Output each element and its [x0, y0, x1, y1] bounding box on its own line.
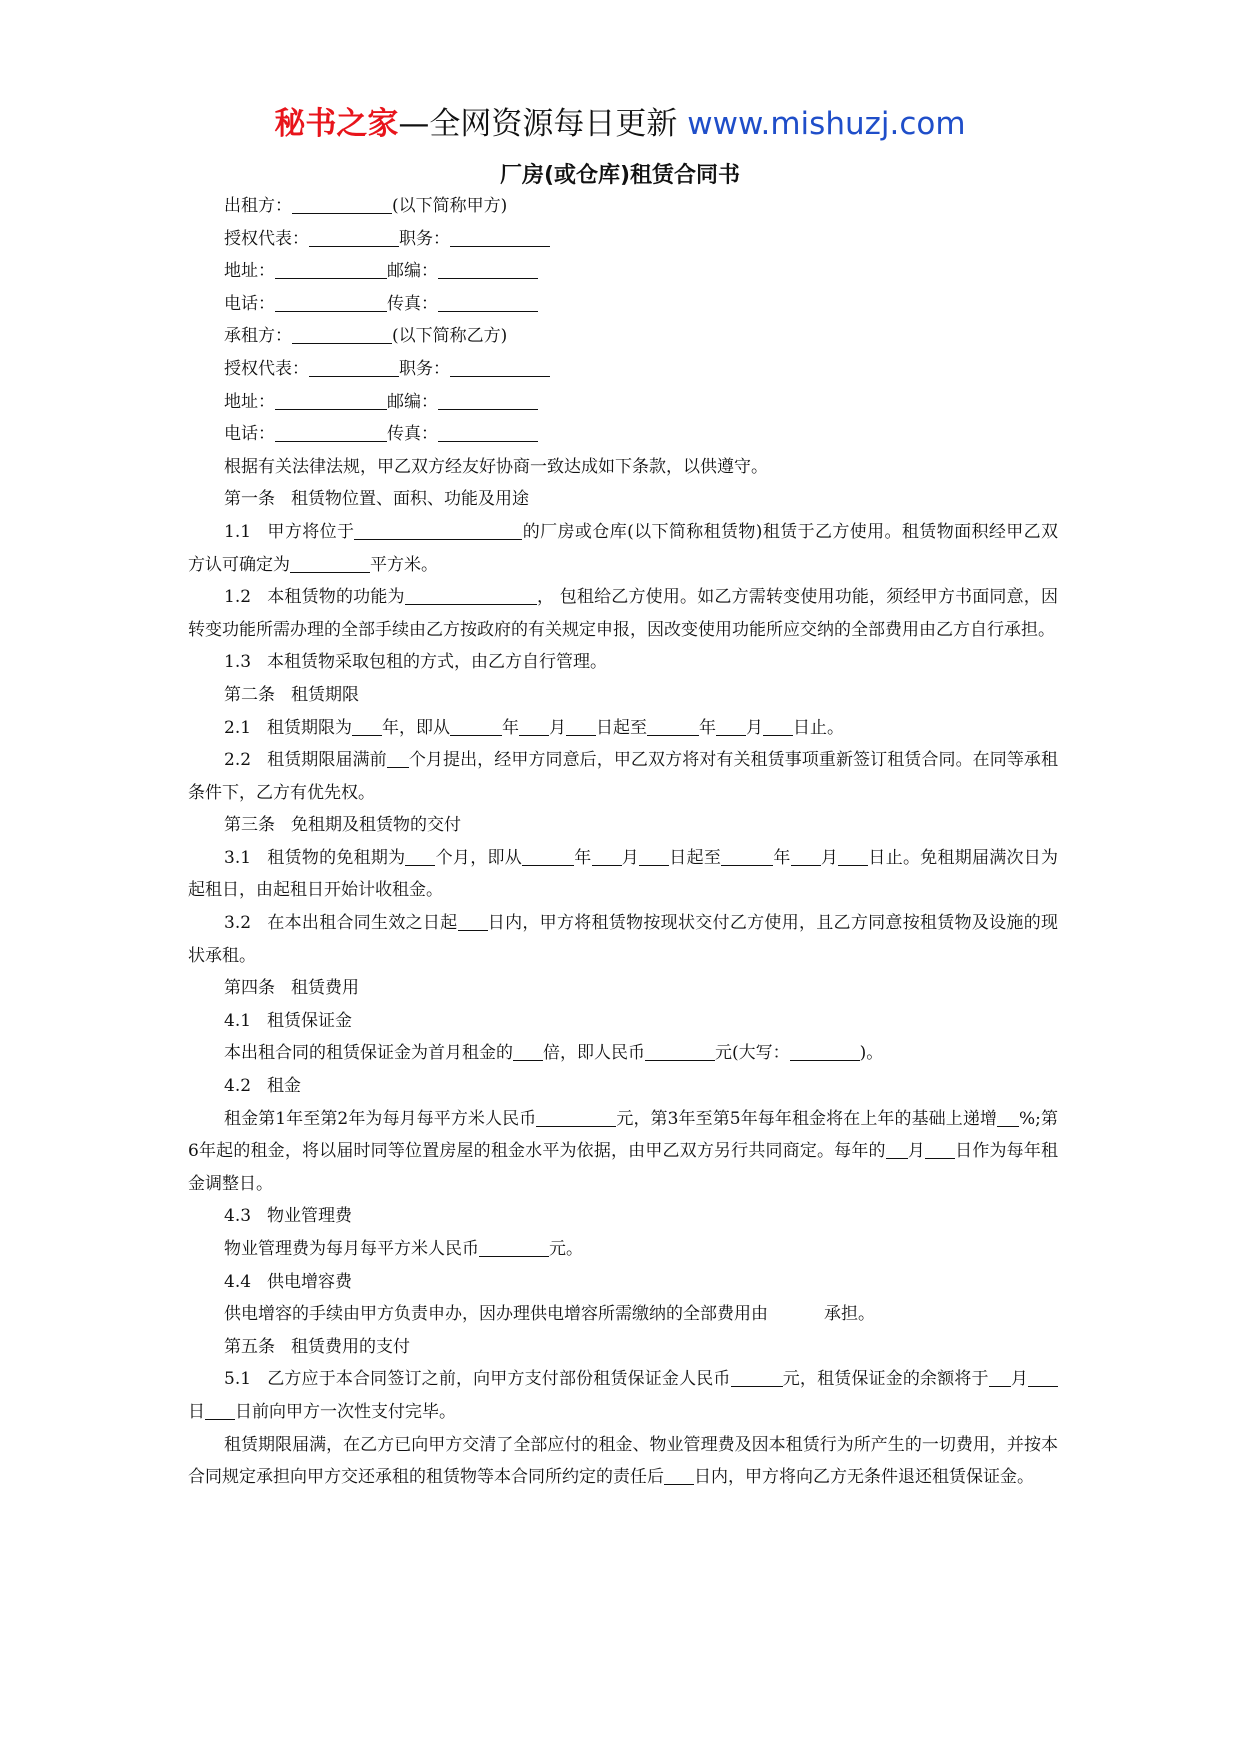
clause-text: 起至	[613, 717, 648, 738]
clause-number: 1.1	[224, 521, 252, 542]
article-heading	[188, 809, 1058, 842]
clause-number: 2.1	[224, 717, 252, 738]
clause-text: 承担。	[824, 1304, 875, 1325]
section-heading	[188, 1266, 1058, 1299]
article-number: 第五条	[224, 1336, 275, 1357]
address-label: 地址：	[224, 261, 275, 282]
intro-paragraph: 根据有关法律法规，甲乙双方经友好协商一致达成如下条款，以供遵守。	[224, 456, 768, 477]
banner-slogan: —全网资源每日更新	[398, 106, 678, 142]
clause-text: 倍，即人民币	[543, 1043, 645, 1064]
clause-text: 日	[188, 1401, 205, 1422]
blank-field	[458, 913, 488, 931]
lessor-address-line	[188, 255, 1058, 288]
clause-text: 起至	[686, 847, 722, 868]
clause-5-2	[188, 1429, 1058, 1494]
banner-brand: 秘书之家	[274, 106, 399, 142]
blank-field	[309, 359, 399, 377]
blank-field	[721, 848, 773, 866]
blank-field	[290, 555, 370, 573]
clause-4-4	[188, 1298, 1058, 1331]
blank-field	[450, 359, 550, 377]
clause-text: 月	[746, 717, 764, 738]
blank-field	[405, 848, 435, 866]
clause-number: 4.2	[224, 1076, 252, 1097]
clause-text: 元(大写：	[715, 1043, 790, 1064]
blank-field	[989, 1369, 1011, 1387]
clause-text: 日	[793, 717, 811, 738]
clause-text: 月	[549, 717, 567, 738]
clause-text: 租赁期限届满，在乙方已向甲方交清了全部应付的租金、物业管理费及因本租赁行为所产生的一切费用，并按本合同规定承担向甲方交还承租的租赁物等本合同所约定的责任后	[188, 1434, 1058, 1488]
clause-1-3	[188, 646, 1058, 679]
phone-label: 电话：	[224, 424, 275, 445]
blank-field	[639, 848, 669, 866]
lessee-rep-line	[188, 353, 1058, 386]
blank-field	[536, 1109, 616, 1127]
clause-2-2	[188, 744, 1058, 809]
blank-field	[838, 848, 868, 866]
blank-field	[292, 326, 392, 344]
lessee-address-line	[188, 386, 1058, 419]
article-heading	[188, 1331, 1058, 1364]
rep-label: 授权代表：	[224, 358, 309, 379]
clause-text: 物业管理费为每月每平方米人民币	[224, 1239, 479, 1259]
section-title: 租金	[267, 1076, 302, 1097]
blank-field	[354, 522, 522, 540]
blank-field	[592, 848, 622, 866]
blank-field	[275, 424, 387, 442]
clause-text: 租赁期限为	[267, 717, 353, 738]
clause-4-2	[188, 1103, 1058, 1201]
clause-text: 止。免租期届满次日为起租日，由起租日开始计收租金。	[188, 847, 1059, 901]
clause-text: 月	[907, 1141, 925, 1162]
article-heading	[188, 972, 1058, 1005]
blank-field	[886, 1141, 908, 1159]
clause-text: 元，租赁保证金的余额将于	[782, 1369, 989, 1390]
document-body	[188, 190, 1058, 1494]
article-title: 租赁期限	[291, 684, 359, 705]
clause-text: 月	[820, 847, 839, 868]
clause-text: 日前向甲方一次性支付完毕。	[235, 1401, 456, 1422]
clause-text: 年	[773, 847, 791, 868]
clause-number: 3.2	[224, 913, 252, 934]
blank-field	[645, 1043, 715, 1061]
lessee-line	[188, 320, 1058, 353]
clause-number: 4.4	[224, 1271, 252, 1292]
clause-1-1	[188, 516, 1058, 581]
clause-text: 本出租合同的租赁保证金为首月租金的	[224, 1043, 513, 1064]
blank-field	[763, 718, 793, 736]
blank-field	[791, 848, 821, 866]
clause-number: 5.1	[224, 1369, 252, 1390]
article-title: 租赁费用	[291, 978, 359, 999]
article-title: 免租期及租赁物的交付	[291, 815, 461, 836]
lessee-label: 承租方：	[224, 326, 292, 347]
section-heading	[188, 1200, 1058, 1233]
clause-text: 个月提出，经甲方同意后，甲乙双方将对有关租赁事项重新签订租赁合同。在同等承租条件下，乙方有优先权。	[188, 750, 1058, 803]
blank-field	[450, 718, 502, 736]
section-title: 供电增容费	[267, 1271, 353, 1292]
clause-text: 日内，甲方将向乙方无条件退还租赁保证金。	[694, 1467, 1034, 1488]
blank-field	[566, 718, 596, 736]
blank-field	[405, 587, 537, 605]
fax-label: 传真：	[387, 293, 438, 314]
clause-text: 租赁期限届满前	[267, 750, 387, 771]
clause-text: ，即从	[399, 717, 451, 738]
blank-field	[790, 1043, 860, 1061]
clause-1-2	[188, 581, 1058, 646]
clause-text: 元。	[549, 1239, 583, 1259]
clause-text: 本租赁物采取包租的方式，由乙方自行管理。	[267, 652, 608, 673]
clause-text: 年	[573, 847, 592, 868]
clause-text: 日内，甲方将租赁物按现状交付乙方使用，且乙方同意按租赁物及设施的现状承租。	[188, 913, 1059, 966]
clause-text: 租赁物的免租期为	[267, 847, 406, 868]
clause-text: 月	[1010, 1369, 1029, 1390]
blank-field	[997, 1109, 1019, 1127]
clause-text: 日	[596, 717, 614, 738]
clause-number: 4.1	[224, 1010, 252, 1031]
lessor-phone-line	[188, 288, 1058, 321]
clause-text: 甲方将位于	[267, 521, 355, 542]
header-banner	[0, 102, 1240, 146]
blank-field	[450, 229, 550, 247]
blank-field	[352, 718, 382, 736]
clause-text: ， 包租给乙方使用。如乙方需转变使用功能，须经甲方书面同意，因转变功能所需办理的全部手续由乙方按政府的有关规定申报，因改变使用功能所应交纳的全部费用由乙方自行承担。	[188, 587, 1059, 640]
clause-text: 日	[669, 847, 687, 868]
clause-text: 年	[699, 717, 717, 738]
clause-text: 租金第1年至第2年为每月每平方米人民币	[224, 1108, 537, 1129]
blank-field	[716, 718, 746, 736]
clause-text: 的厂房或仓库(以下简称租赁物)租赁于乙方使用。租赁物面积经甲乙双方认可确定为	[188, 521, 1059, 575]
clause-text: 供电增容的手续由甲方负责申办，因办理供电增容所需缴纳的全部费用由	[224, 1304, 768, 1325]
blank-field	[664, 1467, 694, 1485]
clause-text: %;第6年起的租金，将以届时同等位置房屋的租金水平为依据，由甲乙双方另行共同商定。每年的	[188, 1108, 1058, 1162]
article-number: 第一条	[224, 489, 275, 510]
clause-text: )。	[859, 1043, 884, 1064]
clause-number: 1.2	[224, 587, 252, 608]
blank-field	[438, 392, 538, 410]
clause-3-1	[188, 842, 1058, 907]
clause-text: 元，第3年至第5年每年租金将在上年的基础上递增	[616, 1108, 998, 1129]
clause-text: 日	[868, 847, 886, 868]
article-title: 租赁物位置、面积、功能及用途	[291, 489, 529, 510]
address-label: 地址：	[224, 391, 275, 412]
article-number: 第二条	[224, 684, 275, 705]
blank-field	[205, 1402, 235, 1420]
article-title: 租赁费用的支付	[291, 1336, 410, 1357]
clause-4-3	[188, 1233, 1058, 1266]
clause-text: 个月，即从	[435, 847, 522, 868]
section-title: 租赁保证金	[267, 1010, 353, 1031]
blank-field	[275, 392, 387, 410]
clause-number: 3.1	[224, 847, 252, 868]
blank-field	[387, 750, 409, 768]
clause-text: 年	[382, 717, 400, 738]
clause-2-1	[188, 712, 1058, 745]
document-title: 厂房(或仓库)租赁合同书	[499, 163, 741, 188]
blank-field	[1028, 1369, 1058, 1387]
phone-label: 电话：	[224, 293, 275, 314]
lessor-label: 出租方：	[224, 196, 292, 216]
lessee-phone-line	[188, 418, 1058, 451]
blank-field	[275, 294, 387, 312]
blank-field	[731, 1369, 783, 1387]
article-number: 第三条	[224, 815, 275, 836]
article-heading	[188, 679, 1058, 712]
postcode-label: 邮编：	[387, 391, 438, 412]
blank-field	[513, 1043, 543, 1061]
clause-text: 平方米。	[370, 554, 438, 575]
blank-field	[438, 424, 538, 442]
blank-field	[522, 848, 574, 866]
clause-text: 在本出租合同生效之日起	[267, 913, 458, 934]
blank-field	[647, 718, 699, 736]
clause-text: 月	[621, 847, 640, 868]
clause-4-1	[188, 1037, 1058, 1070]
section-heading	[188, 1005, 1058, 1038]
clause-text: 日作为每年租金调整日。	[188, 1141, 1059, 1194]
lessor-note: (以下简称甲方)	[392, 196, 508, 216]
postcode-label: 邮编：	[387, 261, 438, 282]
position-label: 职务：	[399, 228, 450, 249]
position-label: 职务：	[399, 358, 450, 379]
blank-field	[479, 1239, 549, 1257]
blank-field	[309, 229, 399, 247]
lessee-note: (以下简称乙方)	[392, 326, 508, 347]
clause-text: 本租赁物的功能为	[267, 587, 405, 608]
fax-label: 传真：	[387, 424, 438, 445]
article-number: 第四条	[224, 978, 275, 999]
section-heading	[188, 1070, 1058, 1103]
blank-field	[438, 294, 538, 312]
clause-number: 2.2	[224, 750, 252, 771]
clause-number: 1.3	[224, 652, 252, 673]
lessor-rep-line	[188, 223, 1058, 256]
clause-text: 年	[502, 717, 520, 738]
blank-field	[292, 196, 392, 214]
clause-number: 4.3	[224, 1206, 252, 1227]
blank-field	[519, 718, 549, 736]
blank-field	[275, 261, 387, 279]
blank-field	[438, 261, 538, 279]
article-heading	[188, 483, 1058, 516]
clause-text: 止。	[810, 717, 845, 738]
clause-3-2	[188, 907, 1058, 972]
blank-field	[925, 1141, 955, 1159]
section-title: 物业管理费	[267, 1206, 353, 1227]
rep-label: 授权代表：	[224, 228, 309, 249]
lessor-line	[188, 190, 1058, 223]
clause-5-1	[188, 1363, 1058, 1428]
banner-url-link[interactable]: www.mishuzj.com	[687, 106, 966, 142]
clause-text: 乙方应于本合同签订之前，向甲方支付部份租赁保证金人民币	[267, 1369, 731, 1390]
